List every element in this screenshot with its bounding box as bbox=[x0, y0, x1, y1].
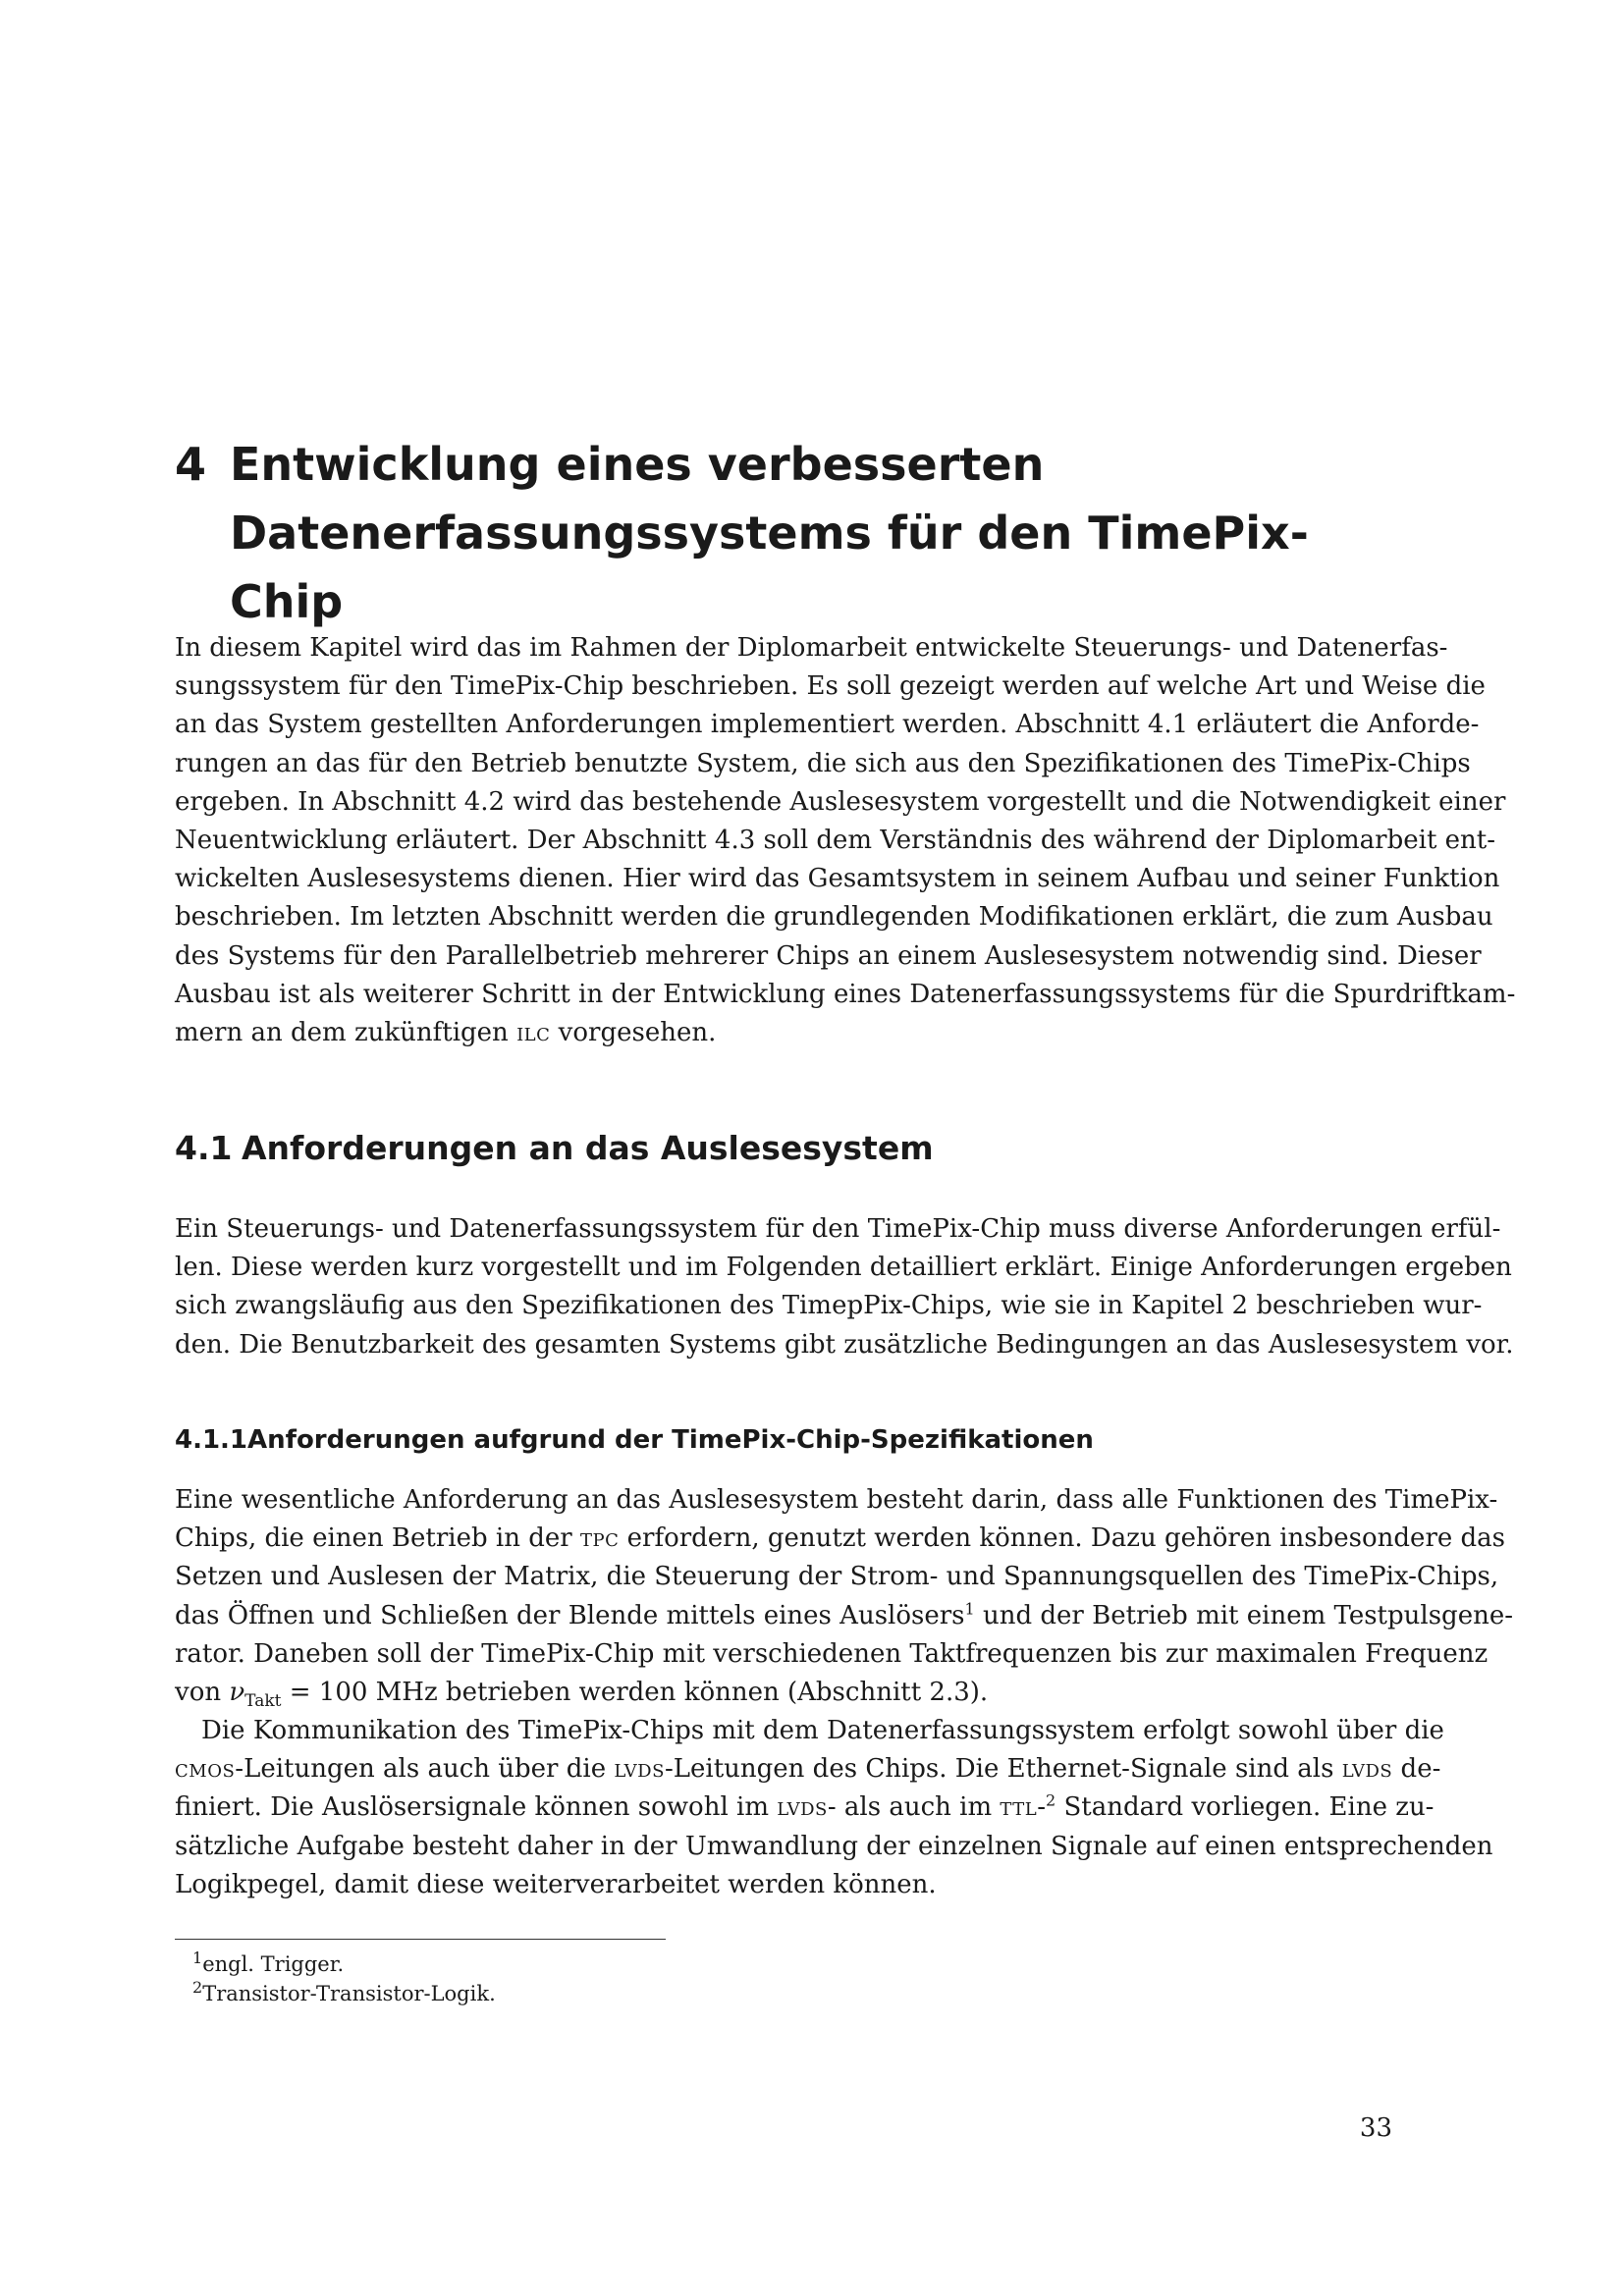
text-line: den. Die Benutzbarkeit des gesamten Systems gibt zusätzliche Bedingungen an das Auslesesystem vor. bbox=[175, 1329, 1514, 1360]
math-subscript: Takt bbox=[244, 1691, 282, 1712]
footnote-1 bbox=[192, 1950, 344, 1978]
footnote-mark: 1 bbox=[192, 1949, 203, 1967]
intro-paragraph bbox=[175, 629, 1516, 1052]
text-line: beschrieben. Im letzten Abschnitt werden die grundlegenden Modifikationen erklärt, die zum Ausbau bbox=[175, 902, 1493, 933]
section-number: 4.1 bbox=[175, 1129, 233, 1167]
subsection-paragraph-1 bbox=[175, 1481, 1514, 1712]
text-line: Logikpegel, damit diese weiterverarbeitet werden können. bbox=[175, 1869, 937, 1899]
footnote-separator bbox=[175, 1939, 666, 1940]
text-line: finiert. Die Auslösersignale können sowohl im lvds- als auch im ttl-$^2$ Standard vorliegen. Eine zu- bbox=[175, 1790, 1435, 1823]
text-line: von $\nu_{Takt} = 100$ MHz betrieben werden können (Abschnitt 2.3). bbox=[175, 1678, 989, 1712]
chapter-title-line-1: Entwicklung eines verbesserten bbox=[230, 438, 1045, 491]
abbreviation-lvds: lvds bbox=[777, 1792, 828, 1823]
text-line: mern an dem zukünftigen ilc vorgesehen. bbox=[175, 1018, 717, 1048]
text-line: Eine wesentliche Anforderung an das Auslesesystem besteht darin, dass alle Funktionen des TimePix- bbox=[175, 1485, 1498, 1515]
text-line: Ein Steuerungs- und Datenerfassungssystem für den TimePix-Chip muss diverse Anforderungen erfül- bbox=[175, 1214, 1501, 1244]
section-title-text: Anforderungen an das Auslesesystem bbox=[242, 1129, 934, 1167]
subsection-title-text: Anforderungen aufgrund der TimePix-Chip-Spezifikationen bbox=[247, 1425, 1094, 1455]
text-line: ergeben. In Abschnitt 4.2 wird das bestehende Auslesesystem vorgestellt und die Notwendigkeit einer bbox=[175, 786, 1506, 817]
text-line: Neuentwicklung erläutert. Der Abschnitt 4.3 soll dem Verständnis des während der Diplomarbeit ent- bbox=[175, 826, 1496, 856]
chapter-number: 4 bbox=[175, 438, 207, 491]
footnote-text: engl. Trigger. bbox=[202, 1952, 345, 1976]
footnote-ref-1[interactable]: 1 bbox=[964, 1598, 975, 1618]
text-line: rator. Daneben soll der TimePix-Chip mit verschiedenen Taktfrequenzen bis zur maximalen Frequenz bbox=[175, 1638, 1489, 1669]
text-line: des Systems für den Parallelbetrieb mehrerer Chips an einem Auslesesystem notwendig sind. Dieser bbox=[175, 940, 1482, 971]
abbreviation-cmos: cmos bbox=[175, 1754, 236, 1785]
section-heading bbox=[175, 1127, 934, 1170]
text-line: das Öffnen und Schließen der Blende mittels eines Auslösers$^1$ und der Betrieb mit einem Testpulsgene- bbox=[175, 1598, 1514, 1630]
text-line: cmos-Leitungen als auch über die lvds-Leitungen des Chips. Die Ethernet-Signale sind als lvds de- bbox=[175, 1754, 1441, 1785]
footnote-ref-2[interactable]: 2 bbox=[1046, 1790, 1056, 1810]
footnote-text: Transistor-Transistor-Logik. bbox=[202, 1982, 496, 2005]
subsection-heading bbox=[175, 1422, 1094, 1458]
math-variable: ν bbox=[229, 1678, 245, 1708]
abbreviation-lvds: lvds bbox=[614, 1754, 665, 1785]
text-line: rungen an das für den Betrieb benutzte System, die sich aus den Spezifikationen des TimePix-Chips bbox=[175, 748, 1471, 778]
text-line: Chips, die einen Betrieb in der tpc erfordern, genutzt werden können. Dazu gehören insbesondere das bbox=[175, 1523, 1506, 1554]
chapter-title bbox=[175, 430, 1392, 636]
text-line: Ausbau ist als weiterer Schritt in der Entwicklung eines Datenerfassungssystems für die Spurdriftkam- bbox=[175, 979, 1516, 1009]
section-paragraph bbox=[175, 1210, 1514, 1364]
text-line: sätzliche Aufgabe besteht daher in der Umwandlung der einzelnen Signale auf einen entsprechenden bbox=[175, 1831, 1493, 1861]
footnote-2 bbox=[192, 1980, 496, 2007]
text-line: sich zwangsläufig aus den Spezifikationen des TimepPix-Chips, wie sie in Kapitel 2 beschrieben wur- bbox=[175, 1291, 1483, 1321]
text-line: len. Diese werden kurz vorgestellt und im Folgenden detailliert erklärt. Einige Anforderungen ergeben bbox=[175, 1253, 1512, 1283]
abbreviation-ttl: ttl bbox=[1000, 1792, 1038, 1823]
abbreviation-ilc: ilc bbox=[516, 1018, 551, 1048]
text-line: sungssystem für den TimePix-Chip beschrieben. Es soll gezeigt werden auf welche Art und Weise die bbox=[175, 671, 1486, 702]
text-line: In diesem Kapitel wird das im Rahmen der Diplomarbeit entwickelte Steuerungs- und Datenerfas- bbox=[175, 633, 1448, 663]
abbreviation-tpc: tpc bbox=[579, 1523, 620, 1554]
chapter-title-line-2: Datenerfassungssystems für den TimePix-Chip bbox=[230, 507, 1309, 628]
footnote-mark: 2 bbox=[192, 1978, 203, 1997]
abbreviation-lvds: lvds bbox=[1341, 1754, 1393, 1785]
subsection-paragraph-2 bbox=[175, 1712, 1493, 1904]
text-line: Die Kommunikation des TimePix-Chips mit dem Datenerfassungssystem erfolgt sowohl über die bbox=[201, 1716, 1444, 1745]
page-number: 33 bbox=[1359, 2113, 1392, 2143]
text-line: an das System gestellten Anforderungen implementiert werden. Abschnitt 4.1 erläutert die Anforde- bbox=[175, 710, 1480, 740]
text-line: wickelten Auslesesystems dienen. Hier wird das Gesamtsystem in seinem Aufbau und seiner Funktion bbox=[175, 864, 1500, 894]
subsection-number: 4.1.1 bbox=[175, 1425, 248, 1455]
text-line: Setzen und Auslesen der Matrix, die Steuerung der Strom- und Spannungsquellen des TimePix-Chips, bbox=[175, 1562, 1499, 1592]
